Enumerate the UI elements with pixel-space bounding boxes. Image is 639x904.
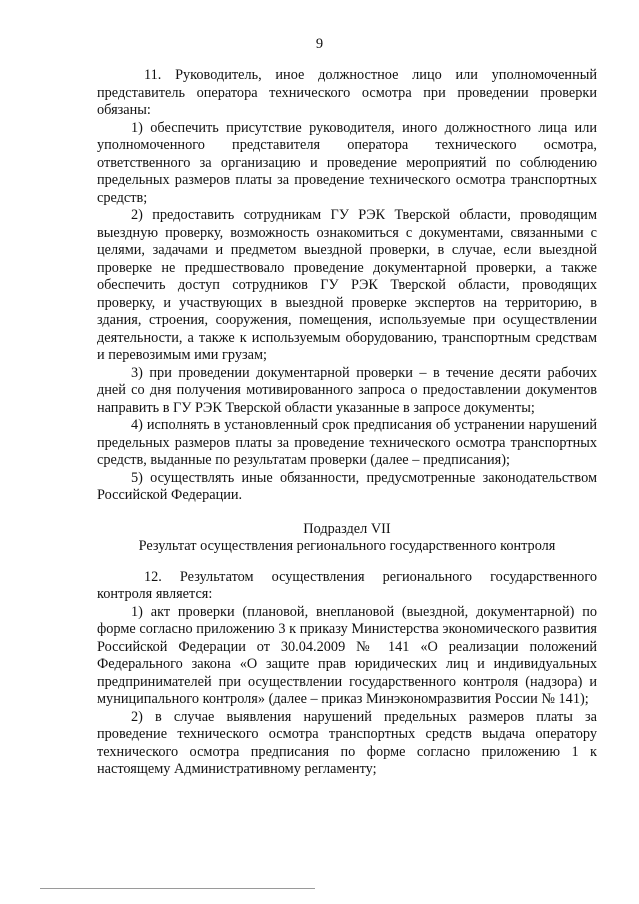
paragraph-11-item-1: 1) обеспечить присутствие руководителя, иного должностного лица или уполномоченного представителя оператора технического осмотра, ответственного за организацию и проведение мероприятий по соблюдению предельных размеров платы за проведение технического осмотра транспортных средств; — [97, 119, 597, 206]
page-number: 9 — [315, 36, 324, 52]
paragraph-12: 12. Результатом осуществления регионального государственного контроля является: — [97, 568, 597, 602]
footer-rule — [40, 888, 315, 889]
paragraph-11-item-5: 5) осуществлять иные обязанности, предусмотренные законодательством Российской Федерации. — [97, 469, 597, 503]
document-body — [97, 67, 597, 779]
paragraph-11-item-2: 2) предоставить сотрудникам ГУ РЭК Тверской области, проводящим выездную проверку, возможность ознакомиться с документами, связанными с целями, задачами и предметом выездной проверки, в случае, если выездной проверке не предшествовало проведение документарной проверки, а также обеспечить доступ сотрудников ГУ РЭК Тверской области, проводящих проверку, и участвующих в выездной проверке экспертов на территорию, в здания, строения, сооружения, помещения, используемые при осуществлении деятельности, а также к используемым оборудованию, транспортным средствам и перевозимым ими грузам; — [97, 207, 597, 363]
paragraph-12-item-1: 1) акт проверки (плановой, внеплановой (выездной, документарной) по форме согласно приложению 3 к приказу Министерства экономического развития Российской Федерации от 30.04.2009 № 141 «О реализации положений Федерального закона «О защите прав юридических лиц и индивидуальных предпринимателей при осуществлении государственного контроля (надзора) и муниципального контроля» (далее – приказ Минэкономразвития России № 141); — [97, 603, 597, 707]
section-heading: Результат осуществления регионального государственного контроля — [138, 538, 556, 554]
paragraph-11-item-4: 4) исполнять в установленный срок предписания об устранении нарушений предельных размеров платы за проведение технического осмотра транспортных средств, выданные по результатам проверки (далее – предписания); — [97, 417, 597, 468]
subsection-title: Подраздел VII — [303, 520, 391, 537]
paragraph-11: 11. Руководитель, иное должностное лицо или уполномоченный представитель оператора технического осмотра при проведении проверки обязаны: — [97, 67, 597, 118]
paragraph-11-item-3: 3) при проведении документарной проверки – в течение десяти рабочих дней со дня получения мотивированного запроса о предоставлении документов направить в ГУ РЭК Тверской области указанные в запросе документы; — [97, 364, 597, 416]
paragraph-12-item-2: 2) в случае выявления нарушений предельных размеров платы за проведение технического осмотра транспортных средств выдача оператору технического осмотра предписания по форме согласно приложению 1 к настоящему Административному регламенту; — [97, 708, 597, 777]
